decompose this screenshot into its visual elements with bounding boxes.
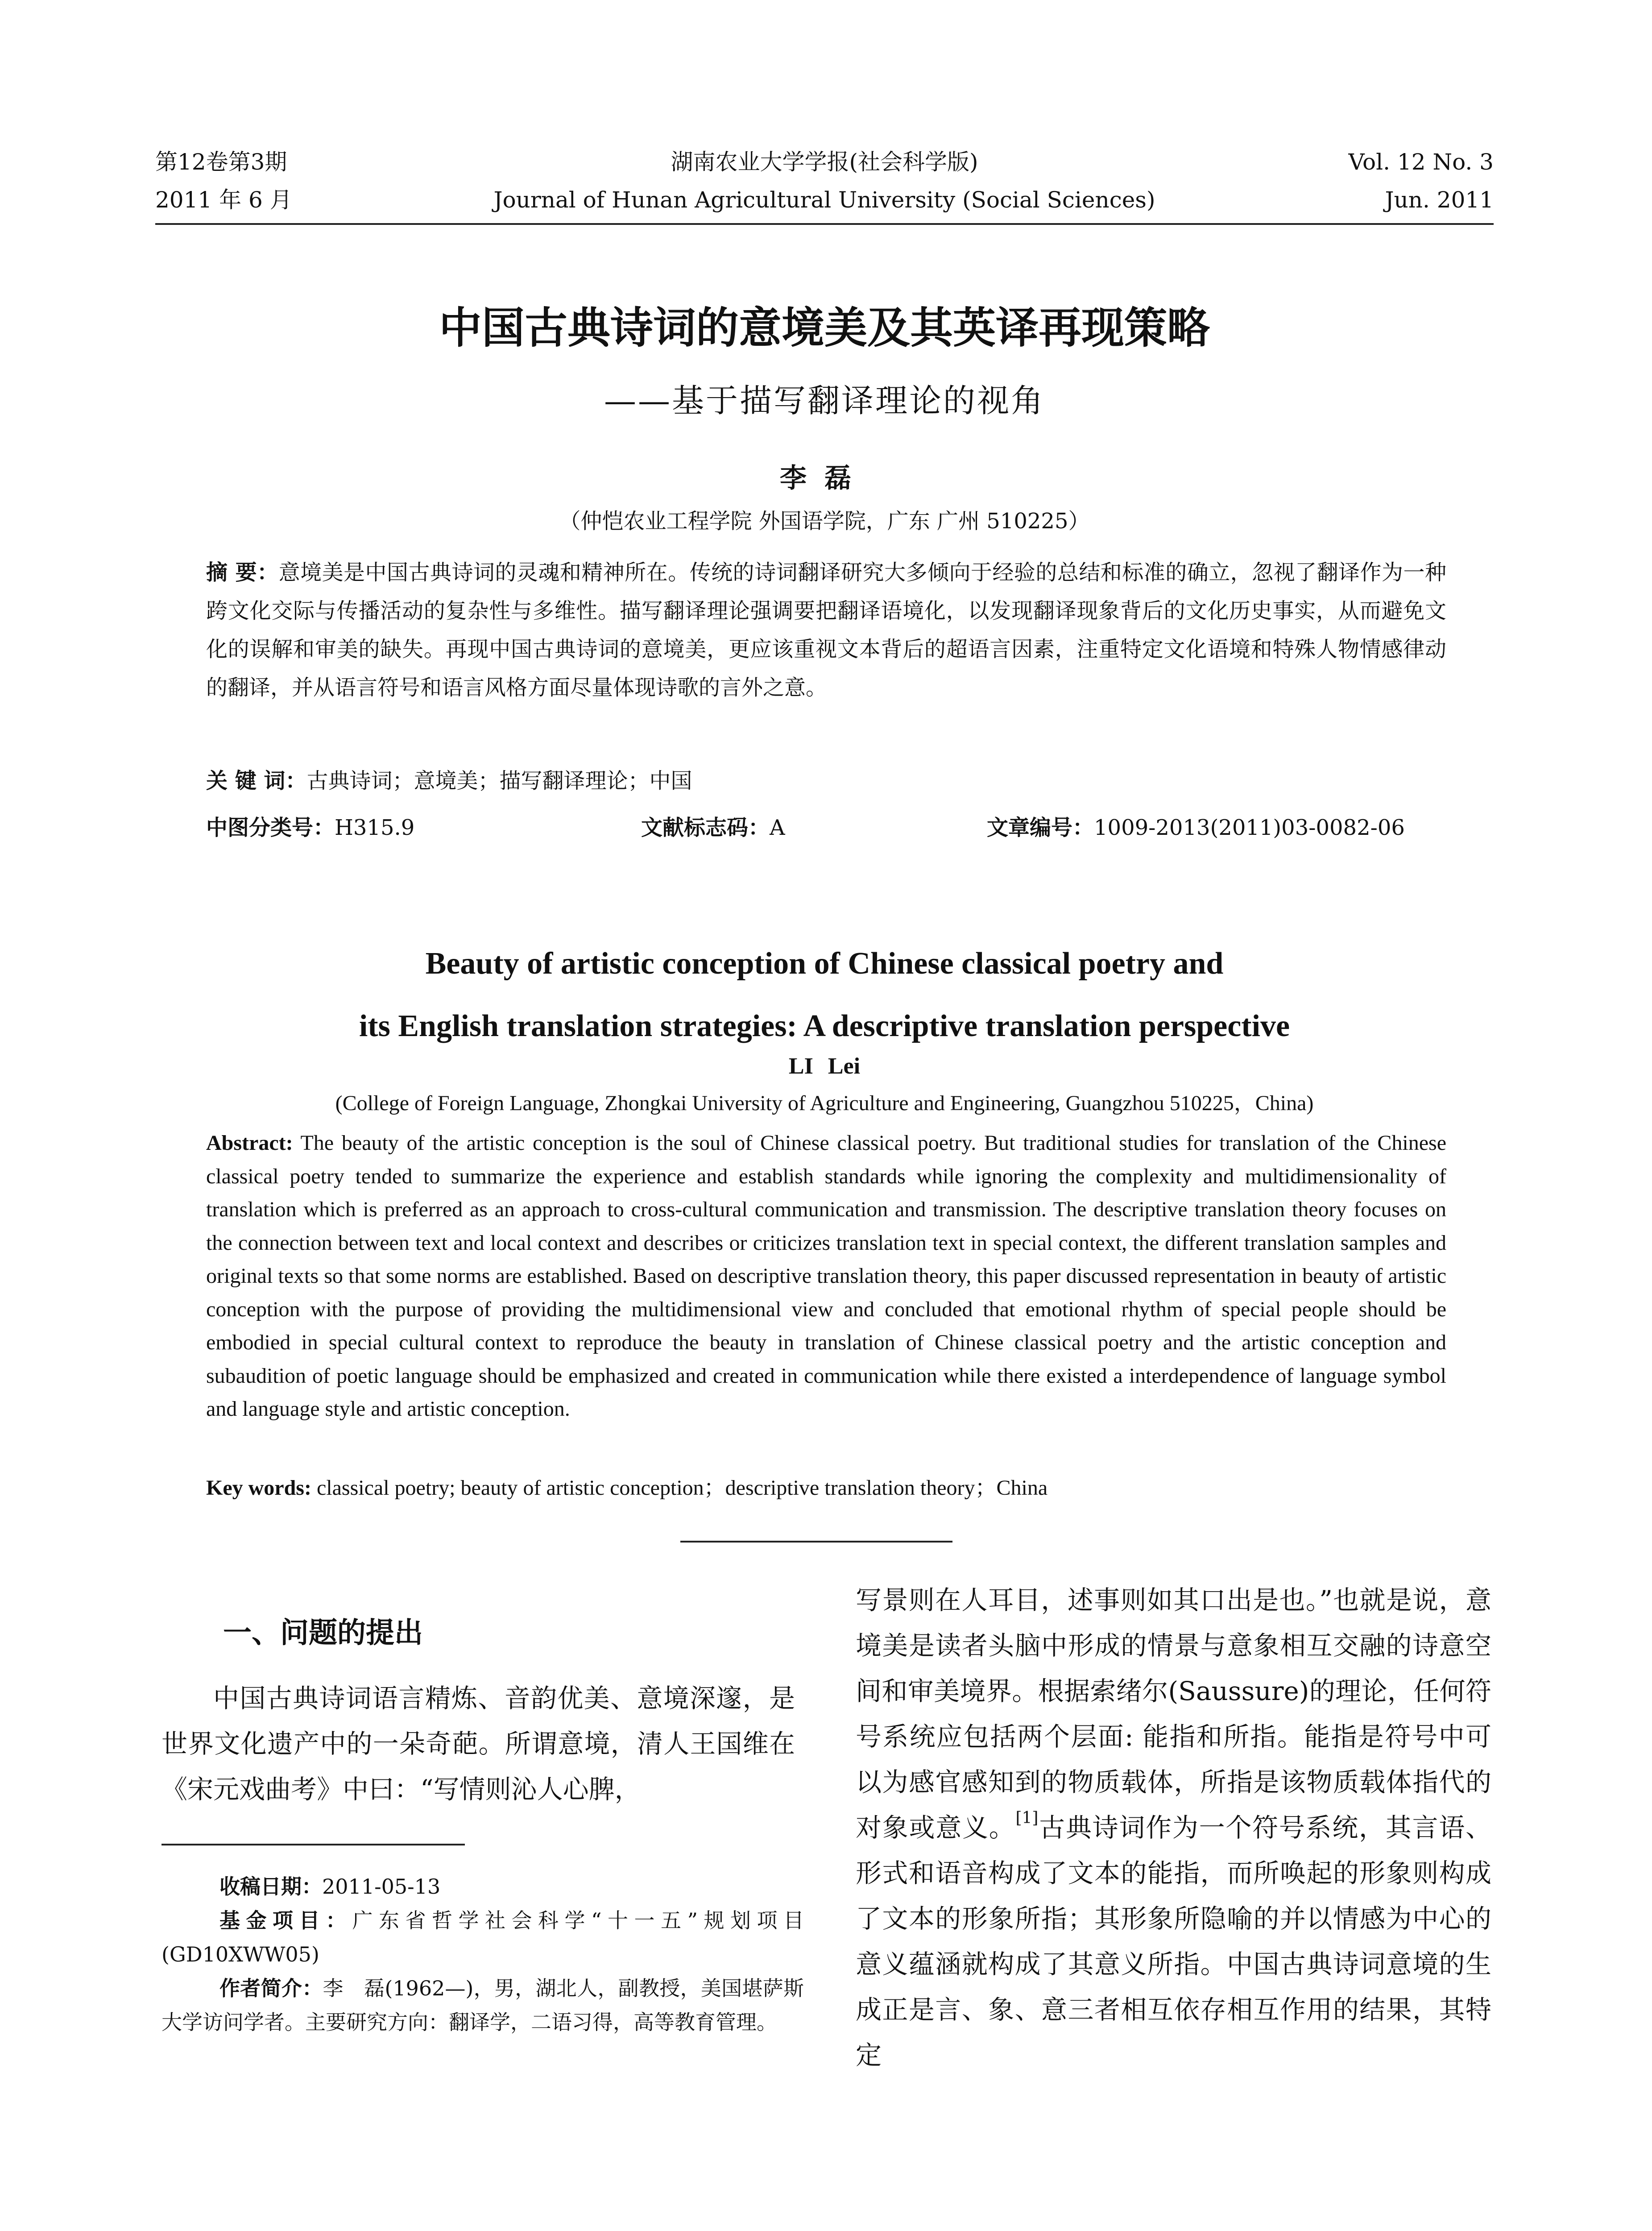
header-journal-zh: 湖南农业大学学报(社会科学版) [671, 149, 978, 175]
keywords-zh [206, 765, 1446, 796]
header-date-en: Jun. 2011 [1385, 187, 1494, 213]
document-code [641, 812, 785, 843]
abstract-en-label: Abstract: [206, 1131, 293, 1155]
article-number [987, 812, 1405, 843]
abstract-divider [680, 1541, 952, 1543]
keywords-en-label: Key words: [206, 1476, 311, 1500]
abstract-en [206, 1127, 1446, 1426]
footnote-received [161, 1870, 804, 1903]
abstract-zh [206, 553, 1446, 707]
keywords-zh-label: 关 键 词： [206, 768, 307, 793]
paper-title-zh: 中国古典诗词的意境美及其英译再现策略 [439, 303, 1210, 353]
keywords-zh-text: 古典诗词；意境美；描写翻译理论；中国 [306, 768, 692, 793]
author-name-zh: 李磊 [780, 463, 869, 494]
article-value: 1009-2013(2011)03-0082-06 [1094, 815, 1405, 840]
running-header-row-1 [155, 147, 1494, 177]
section-heading: 一、问题的提出 [223, 1617, 423, 1650]
body-right-text-1: 写景则在人耳目，述事则如其口出是也。”也就是说，意境美是读者头脑中形成的情景与意象相互交融的诗意空间和审美境界。根据索绪尔(Saussure)的理论，任何符号系统应包括两个层面: 能指和所指。能指是符号中可以为感官感知到的物质载体，所指是该物质载体指代的对象或意义。 [856, 1585, 1491, 1843]
header-journal-en: Journal of Hunan Agricultural University (Social Sciences) [493, 187, 1155, 213]
body-right-text-2: 古典诗词作为一个符号系统，其言语、形式和语音构成了文本的能指，而所唤起的形象则构成了文本的形象所指；其形象所隐喻的并以情感为中心的意义蕴涵就构成了其意义所指。中国古典诗词意境的生成正是言、象、意三者相互依存相互作用的结果，其特定 [856, 1812, 1491, 2070]
header-volume-zh: 第12卷第3期 [155, 149, 287, 175]
doc-value: A [770, 815, 785, 840]
footnote-fund [161, 1903, 804, 1971]
received-value: 2011-05-13 [322, 1874, 441, 1899]
footnote-bio [161, 1971, 804, 2039]
paper-title-en-line-2: its English translation strategies: A descriptive translation perspective [359, 1009, 1290, 1043]
classification-row [206, 812, 1446, 843]
paper-subtitle-zh: ——基于描写翻译理论的视角 [604, 382, 1045, 419]
bio-label: 作者简介： [219, 1976, 323, 2000]
clc-number [206, 812, 414, 843]
running-header-row-2 [155, 185, 1494, 215]
received-label: 收稿日期： [219, 1874, 322, 1899]
paper-title-en [155, 933, 1494, 1057]
body-column-right [856, 1577, 1491, 2078]
body-column-left: 中国古典诗词语言精炼、音韵优美、意境深邃，是世界文化遗产中的一朵奇葩。所谓意境，清人王国维在《宋元戏曲考》中曰：“写情则沁人心脾， [161, 1683, 795, 1804]
fund-value: 广东省哲学社会科学“十一五”规划项目(GD10XWW05) [161, 1908, 804, 1966]
bio-value: 李 磊(1962—)，男，湖北人，副教授，美国堪萨斯大学访问学者。主要研究方向：翻译学，二语习得，高等教育管理。 [161, 1976, 804, 2034]
affiliation-en: (College of Foreign Language, Zhongkai University of Agriculture and Engineering, Guangzhou 510225，China) [335, 1091, 1314, 1115]
header-volume-en: Vol. 12 No. 3 [1348, 149, 1494, 175]
fund-label: 基金项目： [219, 1908, 352, 1932]
keywords-en-text: classical poetry; beauty of artistic conception；descriptive translation theory；China [311, 1476, 1048, 1500]
header-date-zh: 2011 年 6 月 [155, 187, 292, 213]
affiliation-zh: （仲恺农业工程学院 外国语学院，广东 广州 510225） [559, 509, 1090, 534]
abstract-zh-label: 摘 要： [206, 560, 279, 585]
abstract-en-text: The beauty of the artistic conception is the soul of Chinese classical poetry. But traditional studies for translation of the Chinese classical poetry tended to summarize the experience and establish standards while ignoring the complexity and multidimensionality of translation which is preferred as an approach to cross-cultural communication and transmission. The descriptive translation theory focuses on the connection between text and local context and describes or criticizes translation text in special context, the different translation samples and original texts so that some norms are established. Based on descriptive translation theory, this paper discussed representation in beauty of artistic conception with the purpose of providing the multidimensional view and concluded that emotional rhythm of special people should be embodied in special cultural context to reproduce the beauty in translation of Chinese classical poetry and the artistic conception and subaudition of poetic language should be emphasized and created in communication while there existed a interdependence of language symbol and language style and artistic conception. [206, 1131, 1446, 1421]
clc-label: 中图分类号： [206, 815, 335, 840]
citation-ref: [1] [1015, 1809, 1039, 1827]
footnote-divider [161, 1844, 465, 1845]
paper-title-en-line-1: Beauty of artistic conception of Chinese classical poetry and [425, 946, 1224, 981]
header-divider [155, 223, 1494, 225]
article-label: 文章编号： [987, 815, 1094, 840]
clc-value: H315.9 [335, 815, 415, 840]
author-name-en: LI Lei [788, 1053, 861, 1079]
abstract-zh-text: 意境美是中国古典诗词的灵魂和精神所在。传统的诗词翻译研究大多倾向于经验的总结和标准的确立，忽视了翻译作为一种跨文化交际与传播活动的复杂性与多维性。描写翻译理论强调要把翻译语境化，以发现翻译现象背后的文化历史事实，从而避免文化的误解和审美的缺失。再现中国古典诗词的意境美，更应该重视文本背后的超语言因素，注重特定文化语境和特殊人物情感律动的翻译，并从语言符号和语言风格方面尽量体现诗歌的言外之意。 [206, 560, 1446, 700]
footnotes [161, 1870, 804, 2039]
doc-label: 文献标志码： [641, 815, 770, 840]
keywords-en [206, 1472, 1446, 1504]
